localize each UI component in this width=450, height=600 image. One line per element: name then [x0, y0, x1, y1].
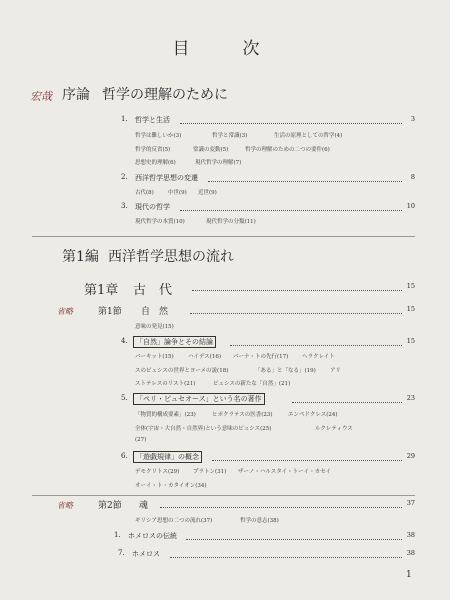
entry-number: 6.: [121, 452, 128, 460]
subtopic: ギリシア思想の二つの流れ(37): [135, 518, 213, 524]
subtopic: 思想史的理解(6): [135, 160, 176, 166]
subtopic: ルクレティウス: [315, 426, 353, 432]
subtopic: 哲学の意志(38): [240, 518, 279, 524]
entry-number: 1.: [121, 115, 128, 123]
section-label: 第2節: [98, 501, 122, 511]
leader-dots: [208, 180, 402, 182]
leader-dots: [192, 289, 402, 291]
margin-note: 省略: [57, 307, 73, 316]
subtopic: 意味の発見(15): [135, 324, 174, 330]
subtopic: 哲学的反省(5): [135, 147, 171, 153]
section-title: 魂: [139, 501, 149, 511]
subtopic: ストテレスのリスト(21): [135, 381, 196, 387]
leader-dots: [160, 506, 402, 508]
entry-title: 現代の哲学: [135, 203, 170, 211]
entry-title: 哲学と生活: [135, 116, 170, 124]
entry-title: 「遊戯規律」の概念: [133, 451, 202, 463]
part-title: 西洋哲学思想の流れ: [108, 249, 234, 265]
subtopic: アリ: [330, 368, 341, 374]
subtopic: パーキット(15): [135, 354, 174, 360]
leader-dots: [186, 538, 402, 540]
chapter-title: 古 代: [133, 283, 173, 298]
subtopic: 現代哲学の本質(10): [135, 219, 185, 225]
intro-title: 哲学の理解のために: [102, 87, 228, 103]
chapter-label: 第1章: [84, 283, 119, 298]
subtopic: エンペドクレス(24): [288, 412, 338, 418]
entry-number: 4.: [121, 337, 128, 345]
subtopic: ザーノ・ハルスタイ・トーイ・カセイ: [238, 469, 331, 475]
subtopic: 哲学の理解のための二つの要件(6): [245, 147, 330, 153]
entry-number: 1.: [114, 531, 121, 539]
subtopic: 近世(9): [198, 190, 217, 196]
margin-note: 宏哉: [30, 90, 52, 103]
subtopic: (27): [135, 437, 147, 443]
page-ref: 29: [406, 452, 415, 460]
entry-title: 「自然」論争とその結論: [133, 336, 216, 348]
page-ref: 15: [406, 305, 415, 313]
subtopic: 哲学は難しいか(3): [135, 133, 182, 139]
page-ref: 15: [406, 282, 415, 290]
subtopic: 「ある」と「なる」(19): [255, 368, 316, 374]
entry-title: ホメロス: [132, 550, 160, 558]
intro-label: 序論: [62, 87, 90, 103]
subtopic: 「物質的構成要素」(23): [135, 412, 196, 418]
subtopic: 生活の原理としての哲学(4): [274, 133, 343, 139]
page-ref: 10: [406, 202, 415, 210]
subtopic: プラトン(31): [193, 469, 227, 475]
page-ref: 15: [406, 337, 415, 345]
entry-title: 「ペリ・ピュセオース」という名の著作: [133, 393, 265, 405]
subtopic: 哲学と常識(3): [212, 133, 248, 139]
subtopic: 古代(8): [135, 190, 154, 196]
entry-number: 7.: [118, 549, 125, 557]
page-title: 目 次: [172, 39, 278, 59]
entry-number: 5.: [121, 394, 128, 402]
page-ref: 8: [410, 173, 415, 181]
leader-dots: [180, 122, 402, 124]
subtopic: 中世(9): [168, 190, 187, 196]
entry-title: 西洋哲学思想の変遷: [135, 174, 198, 182]
leader-dots: [180, 209, 402, 211]
page-ref: 23: [406, 394, 415, 402]
divider: [32, 236, 415, 237]
leader-dots: [292, 401, 402, 403]
subtopic: ヘラクレイト: [302, 354, 335, 360]
margin-note: 省略: [57, 501, 73, 510]
subtopic: ハイデス(16): [188, 354, 222, 360]
leader-dots: [190, 312, 402, 314]
subtopic: ヒポクラテスの医書(23): [212, 412, 273, 418]
subtopic: スのピュシスの世界とヨーメの説(18): [135, 368, 229, 374]
entry-title: ホメロスの伝統: [128, 532, 177, 540]
page-number: 1: [406, 570, 412, 580]
page-ref: 3: [410, 115, 415, 123]
page-ref: 38: [406, 531, 415, 539]
entry-number: 3.: [121, 202, 128, 210]
leader-dots: [170, 556, 402, 558]
subtopic: 現代哲学の分類(11): [206, 219, 256, 225]
subtopic: 現代哲学の理解(7): [195, 160, 242, 166]
subtopic: パーナ・トの先行(17): [233, 354, 289, 360]
section-title: 自 然: [141, 307, 169, 317]
subtopic: ピュシスの新たな「自然」(21): [213, 381, 291, 387]
entry-number: 2.: [121, 173, 128, 181]
page-ref: 38: [406, 549, 415, 557]
divider: [32, 495, 415, 496]
subtopic: 常識の変動(5): [193, 147, 229, 153]
page-ref: 37: [406, 499, 415, 507]
leader-dots: [230, 344, 402, 346]
leader-dots: [212, 459, 402, 461]
subtopic: デモクリトス(29): [135, 469, 180, 475]
subtopic: オーイ・ト・カタイオン(34): [135, 483, 207, 489]
part-label: 第1編: [62, 249, 99, 265]
subtopic: 全体(宇宙・大自然・自然界)という意味のピュシス(25): [135, 426, 272, 432]
section-label: 第1節: [98, 307, 122, 317]
